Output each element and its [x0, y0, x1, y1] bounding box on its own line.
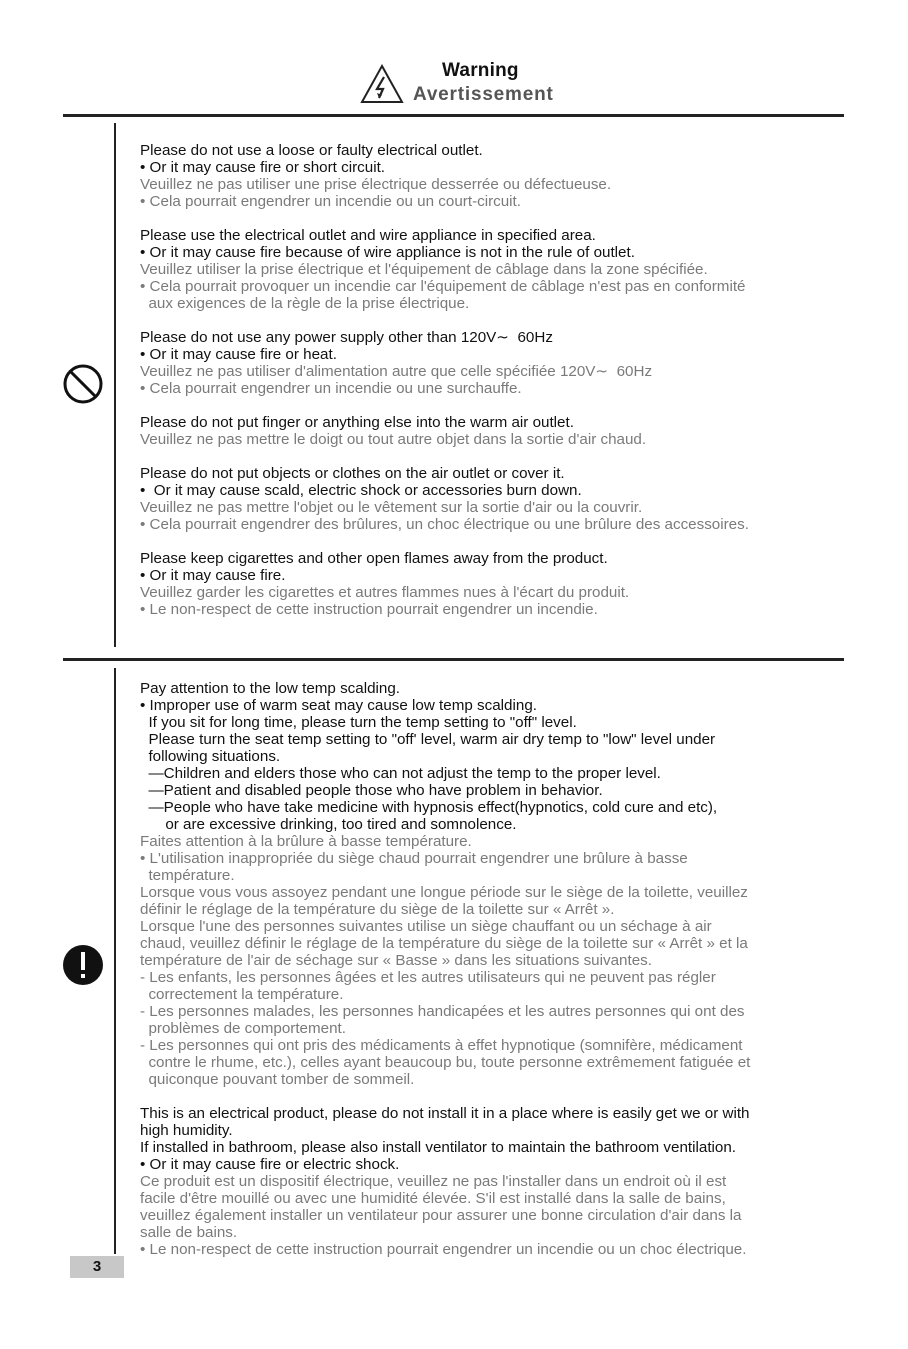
french-line: Lorsque vous vous assoyez pendant une longue période sur le siège de la toilette, veuillez	[140, 884, 748, 901]
english-line: • Or it may cause fire because of wire appliance is not in the rule of outlet.	[140, 244, 635, 261]
french-line: facile d'être mouillé ou avec une humidité élevée. S'il est installé dans la salle de bains,	[140, 1190, 726, 1207]
french-line: quiconque pouvant tomber de sommeil.	[140, 1071, 415, 1088]
french-line: Veuillez ne pas mettre le doigt ou tout autre objet dans la sortie d'air chaud.	[140, 431, 647, 448]
middle-divider	[63, 658, 844, 661]
title-english: Warning	[442, 60, 519, 81]
french-line: - Les personnes malades, les personnes handicapées et les autres personnes qui ont des	[140, 1003, 745, 1020]
french-line: Lorsque l'une des personnes suivantes utilise un siège chauffant ou un séchage à air	[140, 918, 712, 935]
english-line: Please keep cigarettes and other open flames away from the product.	[140, 550, 608, 567]
prohibited-icon	[62, 363, 104, 405]
english-line: Please do not put finger or anything else into the warm air outlet.	[140, 414, 574, 431]
english-line: • Or it may cause fire or heat.	[140, 346, 337, 363]
french-line: Veuillez ne pas mettre l'objet ou le vêtement sur la sortie d'air ou la couvrir.	[140, 499, 643, 516]
english-line: Please do not put objects or clothes on the air outlet or cover it.	[140, 465, 565, 482]
french-line: - Les personnes qui ont pris des médicaments à effet hypnotique (somnifère, médicament	[140, 1037, 743, 1054]
page-header	[0, 58, 908, 108]
paragraph-gap	[140, 533, 845, 550]
french-line: Faites attention à la brûlure à basse température.	[140, 833, 472, 850]
warning-item	[140, 414, 845, 448]
english-line: • Improper use of warm seat may cause low temp scalding.	[140, 697, 537, 714]
french-line: veuillez également installer un ventilateur pour assurer une bonne circulation d'air dans la	[140, 1207, 742, 1224]
english-line: • Or it may cause fire or short circuit.	[140, 159, 386, 176]
english-line: or are excessive drinking, too tired and somnolence.	[140, 816, 517, 833]
warning-item	[140, 550, 845, 618]
section2-vertical-line	[114, 668, 116, 1254]
paragraph-gap	[140, 312, 845, 329]
english-line: This is an electrical product, please do not install it in a place where is easily get we or with	[140, 1105, 750, 1122]
warning-electric-icon	[360, 64, 404, 104]
french-line: - Les enfants, les personnes âgées et les autres utilisateurs qui ne peuvent pas régler	[140, 969, 716, 986]
exclamation-icon	[62, 944, 104, 986]
french-line: contre le rhume, etc.), celles ayant beaucoup bu, toute personne extrêmement fatiguée et	[140, 1054, 751, 1071]
french-line: • L'utilisation inappropriée du siège chaud pourrait engendrer une brûlure à basse	[140, 850, 688, 867]
french-line: aux exigences de la règle de la prise électrique.	[140, 295, 470, 312]
warning-item	[140, 465, 845, 533]
french-line: Veuillez utiliser la prise électrique et l'équipement de câblage dans la zone spécifiée.	[140, 261, 708, 278]
english-line: Pay attention to the low temp scalding.	[140, 680, 401, 697]
english-line: If you sit for long time, please turn the temp setting to "off" level.	[140, 714, 577, 731]
english-line: —People who have take medicine with hypnosis effect(hypnotics, cold cure and etc),	[140, 799, 718, 816]
french-line: • Le non-respect de cette instruction pourrait engendrer un incendie ou un choc électrique.	[140, 1241, 747, 1258]
english-line: Please turn the seat temp setting to "off' level, warm air dry temp to "low" level under	[140, 731, 716, 748]
english-line: following situations.	[140, 748, 281, 765]
paragraph-gap	[140, 210, 845, 227]
english-line: —Children and elders those who can not adjust the temp to the proper level.	[140, 765, 661, 782]
french-line: définir le réglage de la température du siège de la toilette sur « Arrêt ».	[140, 901, 615, 918]
french-line: • Cela pourrait engendrer des brûlures, un choc électrique ou une brûlure des accessoires.	[140, 516, 749, 533]
section-electrical-warnings	[140, 142, 845, 618]
french-line: • Cela pourrait engendrer un incendie ou un court-circuit.	[140, 193, 522, 210]
french-line: Ce produit est un dispositif électrique, veuillez ne pas l'installer dans un endroit où il est	[140, 1173, 727, 1190]
french-line: • Cela pourrait engendrer un incendie ou une surchauffe.	[140, 380, 522, 397]
warning-item	[140, 1105, 845, 1258]
english-line: Please do not use a loose or faulty electrical outlet.	[140, 142, 483, 159]
title-french: Avertissement	[413, 84, 554, 105]
english-line: • Or it may cause scald, electric shock or accessories burn down.	[140, 482, 582, 499]
french-line: température de l'air de séchage sur « Basse » dans les situations suivantes.	[140, 952, 652, 969]
french-line: • Le non-respect de cette instruction pourrait engendrer un incendie.	[140, 601, 598, 618]
paragraph-gap	[140, 448, 845, 465]
french-line: problèmes de comportement.	[140, 1020, 346, 1037]
english-line: • Or it may cause fire or electric shock.	[140, 1156, 400, 1173]
french-line: Veuillez ne pas utiliser d'alimentation autre que celle spécifiée 120V∼ 60Hz	[140, 363, 653, 380]
french-line: salle de bains.	[140, 1224, 238, 1241]
section1-vertical-line	[114, 123, 116, 647]
english-line: Please do not use any power supply other than 120V∼ 60Hz	[140, 329, 553, 346]
english-line: high humidity.	[140, 1122, 233, 1139]
warning-item	[140, 227, 845, 312]
warning-item	[140, 329, 845, 397]
french-line: • Cela pourrait provoquer un incendie car l'équipement de câblage n'est pas en conformité	[140, 278, 746, 295]
warning-item	[140, 142, 845, 210]
english-line: • Or it may cause fire.	[140, 567, 286, 584]
french-line: température.	[140, 867, 235, 884]
warning-item	[140, 680, 845, 1088]
english-line: —Patient and disabled people those who have problem in behavior.	[140, 782, 603, 799]
french-line: Veuillez ne pas utiliser une prise électrique desserrée ou défectueuse.	[140, 176, 612, 193]
top-divider	[63, 114, 844, 117]
french-line: correctement la température.	[140, 986, 344, 1003]
section-caution-warnings	[140, 680, 845, 1258]
paragraph-gap	[140, 397, 845, 414]
page-number: 3	[70, 1256, 124, 1278]
french-line: chaud, veuillez définir le réglage de la température du siège de la toilette sur « Arrêt » et la	[140, 935, 748, 952]
english-line: If installed in bathroom, please also install ventilator to maintain the bathroom ventilation.	[140, 1139, 737, 1156]
paragraph-gap	[140, 1088, 845, 1105]
french-line: Veuillez garder les cigarettes et autres flammes nues à l'écart du produit.	[140, 584, 630, 601]
english-line: Please use the electrical outlet and wire appliance in specified area.	[140, 227, 596, 244]
